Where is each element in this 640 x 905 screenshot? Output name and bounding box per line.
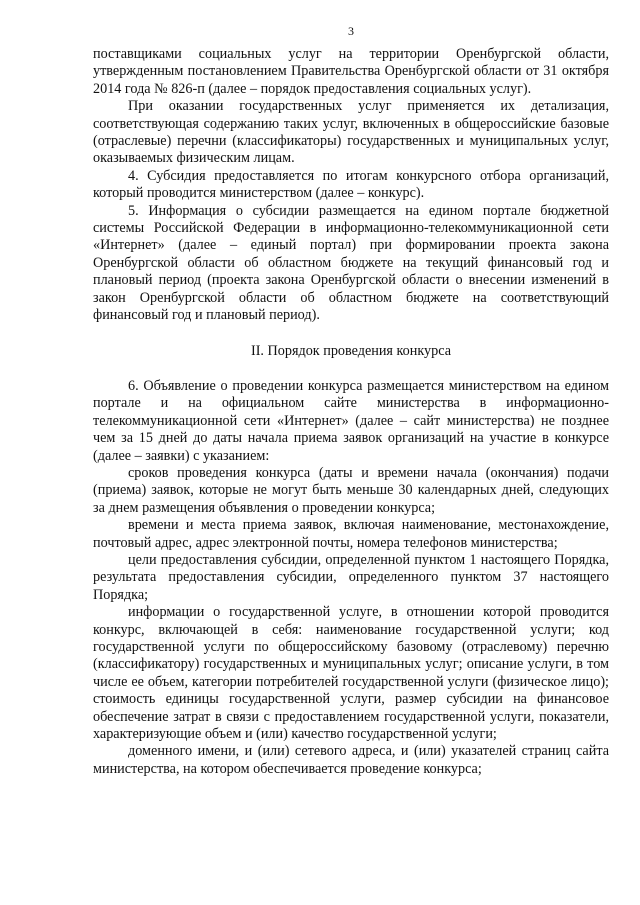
document-body (93, 46, 609, 778)
page-number: 3 (348, 24, 354, 38)
top-paragraph: поставщиками социальных услуг на территории Оренбургской области, утвержденным постановлением Правительства Оренбургской области от 31 октября 2014 года № 826-п (далее – порядок предоставления социальных услуг). (93, 46, 609, 97)
bottom-paragraph: времени и места приема заявок, включая наименование, местонахождение, почтовый адрес, адрес электронной почты, номера телефонов министерства; (93, 517, 609, 551)
bottom-paragraph: 6. Объявление о проведении конкурса размещается министерством на едином портале и на официальном сайте министерства в информационно-телекоммуникационной сети «Интернет» (далее – сайт министерства) не позднее чем за 15 дней до даты начала приема заявок организаций на участие в конкурсе (далее – заявки) с указанием: (93, 377, 609, 464)
section-1-continuation (93, 46, 609, 325)
top-paragraph: 4. Субсидия предоставляется по итогам конкурсного отбора организаций, который проводится министерством (далее – конкурс). (93, 167, 609, 202)
top-paragraph: 5. Информация о субсидии размещается на едином портале бюджетной системы Российской Федерации в информационно-телекоммуникационной сети «Интернет» (далее – единый портал) при формировании проекта закона Оренбургской области об областном бюджете на текущий финансовый год и плановый период (проекта закона Оренбургской области о внесении изменений в закон Оренбургской области об областном бюджете на соответствующий финансовый год и плановый период). (93, 202, 609, 324)
section-heading: II. Порядок проведения конкурса (250, 342, 452, 359)
bottom-paragraph: сроков проведения конкурса (даты и времени начала (окончания) подачи (приема) заявок, которые не могут быть меньше 30 календарных дней, следующих за днем размещения объявления о проведении конкурса; (93, 464, 609, 516)
bottom-paragraph: информации о государственной услуге, в отношении которой проводится конкурс, включающей в себя: наименование государственной услуги; код государственной услуги по общероссийскому базовому (отраслевому) перечню (классификатору) государственных и муниципальных услуг; описание услуги, в том числе ее объем, категории потребителей государственной услуги (физическое лицо); стоимость единицы государственной услуги, размер субсидии на финансовое обеспечение затрат в связи с предоставлением государственной услуги, показатели, характеризующие объем и (или) качество государственной услуги; (93, 604, 609, 743)
top-paragraph: При оказании государственных услуг применяется их детализация, соответствующая содержанию таких услуг, включенных в общероссийские базовые (отраслевые) перечни (классификаторы) государственных и муниципальных услуг, оказываемых физическим лицам. (93, 98, 609, 167)
bottom-paragraph: цели предоставления субсидии, определенной пунктом 1 настоящего Порядка, результата предоставления субсидии, определенного пунктом 37 настоящего Порядка; (93, 551, 609, 603)
bottom-paragraph: доменного имени, и (или) сетевого адреса, и (или) указателей страниц сайта министерства, на котором обеспечивается проведение конкурса; (93, 743, 609, 777)
section-2-body (93, 378, 609, 778)
